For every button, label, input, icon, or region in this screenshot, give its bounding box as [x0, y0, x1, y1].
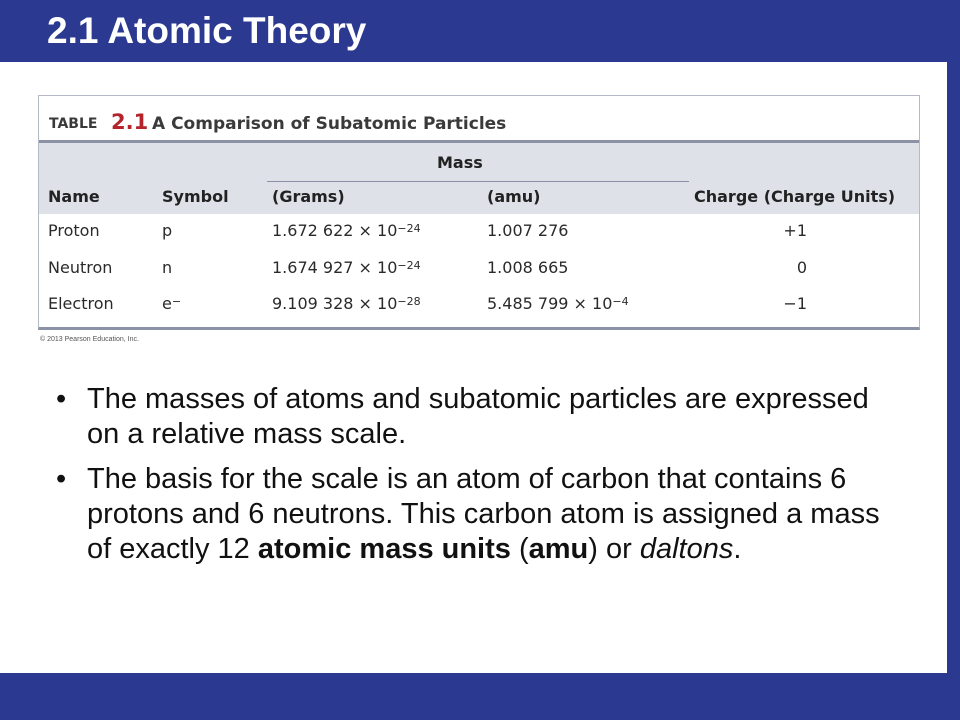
bullet-text: The basis for the scale is an atom of carbon that contains 6 protons and 6 neutrons. This carbon atom is assigned a mass of exactly 12 atomic mass units (amu) or daltons.	[87, 463, 880, 565]
bullet-list	[56, 382, 896, 577]
cell-symbol: p	[162, 221, 173, 240]
cell-name: Neutron	[48, 258, 113, 277]
bullet-marker: •	[56, 383, 67, 415]
col-header-grams: (Grams)	[272, 187, 345, 206]
right-accent-strip	[947, 0, 960, 720]
cell-name: Proton	[48, 221, 100, 240]
term-amu: amu	[528, 533, 589, 565]
cell-charge: +1	[783, 221, 807, 240]
col-header-amu: (amu)	[487, 187, 541, 206]
cell-grams: 1.674 $927 \times 10^{-24}$	[272, 258, 421, 277]
term-daltons: daltons	[639, 533, 734, 565]
slide-title: 2.1 Atomic Theory	[47, 10, 367, 51]
bullet-item	[56, 382, 896, 452]
table-row-electron	[39, 288, 919, 325]
cell-symbol: n	[162, 258, 173, 277]
table-label: TABLE	[49, 116, 98, 132]
copyright-notice: © 2013 Pearson Education, Inc.	[40, 336, 139, 343]
cell-charge: −1	[783, 294, 807, 313]
col-header-name: Name	[48, 187, 100, 206]
col-header-symbol: Symbol	[162, 187, 229, 206]
cell-amu: 1.007 276	[487, 221, 569, 240]
bullet-text: The masses of atoms and subatomic particles are expressed on a relative mass scale.	[87, 383, 869, 450]
cell-grams: 1.672 $622 \times 10^{-24}$	[272, 221, 421, 240]
cell-charge: 0	[796, 258, 807, 277]
table-row-neutron	[39, 252, 919, 289]
col-header-charge: Charge (Charge Units)	[694, 187, 896, 206]
cell-symbol: e−	[162, 294, 182, 313]
bullet-marker: •	[56, 463, 67, 495]
table-title: A Comparison of Subatomic Particles	[152, 114, 507, 134]
mass-header-rule	[267, 181, 689, 182]
table-header	[39, 143, 919, 214]
comparison-table	[38, 95, 920, 330]
cell-grams: 9.109 $328 \times 10^{-28}$	[272, 294, 421, 313]
table-row-proton	[39, 215, 919, 252]
mass-group-header: Mass	[437, 153, 483, 172]
term-atomic-mass-units: atomic mass units	[257, 533, 511, 565]
cell-amu: 1.008 665	[487, 258, 569, 277]
bullet-item	[56, 462, 896, 567]
cell-amu: 5.485 $799 \times 10^{-4}$	[487, 294, 629, 313]
table-number: 2.1	[111, 110, 149, 134]
footer-bar	[0, 673, 947, 720]
cell-name: Electron	[48, 294, 114, 313]
